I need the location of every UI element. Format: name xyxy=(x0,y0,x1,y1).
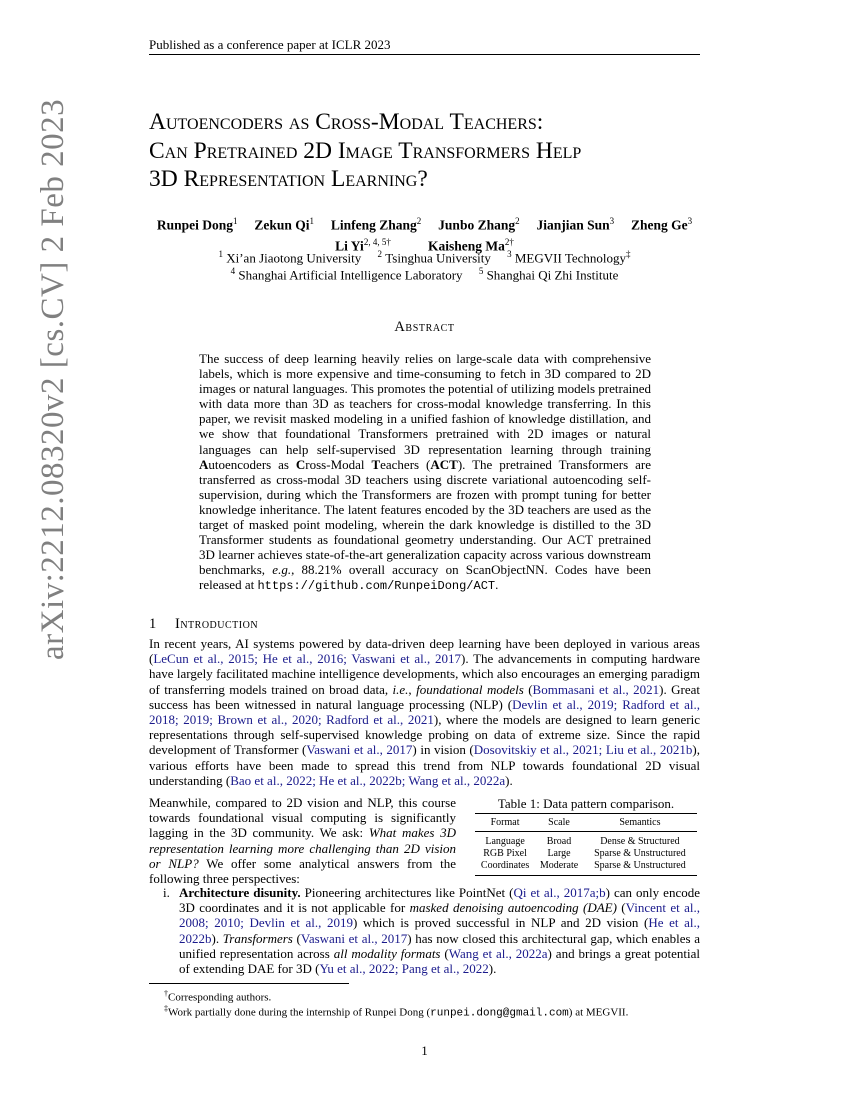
title-line-1: Autoencoders as Cross-Modal Teachers: xyxy=(149,109,544,135)
paragraph-text: ), where the models are designed to learn generic representations through self-supervised knowledge probing on data of extreme size. Since the rapid development of Transformer ( xyxy=(149,712,700,758)
citation-link[interactable]: Bommasani et al., 2021 xyxy=(532,681,660,697)
section-heading-introduction xyxy=(149,615,258,633)
affiliation-mark: 2 xyxy=(377,249,383,259)
author-name: Zekun Qi xyxy=(254,217,310,233)
table-cell: Large xyxy=(547,848,571,859)
author-row-1 xyxy=(149,213,700,234)
list-item-heading: Architecture disunity. xyxy=(179,885,301,900)
paragraph-text: In recent years, AI systems powered by data-driven deep learning have been deployed in various areas ( xyxy=(149,636,700,667)
code-url-link[interactable]: https://github.com/RunpeiDong/ACT xyxy=(257,579,496,594)
footnote-text: ) at MEGVII. xyxy=(568,1006,629,1019)
citation-link[interactable]: Vincent et al., 2008; 2010; Devlin et al., 2019 xyxy=(179,900,700,931)
conference-header: Published as a conference paper at ICLR 2023 xyxy=(149,36,700,55)
acronym-letter: C xyxy=(295,456,306,472)
paper-title xyxy=(149,108,709,194)
table-cell: Sparse & Unstructured xyxy=(594,848,686,859)
abstract-text: ross-Modal xyxy=(305,456,372,472)
acronym-letter: A xyxy=(199,456,209,472)
paragraph-text: ( xyxy=(440,945,449,961)
paragraph-text: We offer some analytical answers from the following three perspectives: xyxy=(149,855,456,887)
footnote-mark: † xyxy=(164,989,168,998)
table-caption: Table 1: Data pattern comparison. xyxy=(497,796,675,811)
author-affiliation-mark: 3 xyxy=(687,216,693,226)
author-affiliation-mark: 2† xyxy=(504,236,514,247)
author-name: Runpei Dong xyxy=(156,217,233,233)
table-cell: Moderate xyxy=(539,860,579,871)
paragraph-text: ). xyxy=(505,772,513,788)
paragraph-emphasis: Transformers xyxy=(222,930,293,946)
abstract-text: , 88.21% overall accuracy on ScanObjectNN. Codes have been released at xyxy=(199,562,651,593)
paragraph-text: ). Great success has been witnessed in natural language processing (NLP) ( xyxy=(149,681,701,712)
intro-paragraph-2 xyxy=(149,795,456,886)
table-cell: Broad xyxy=(546,836,572,847)
affiliation-mark: 1 xyxy=(218,249,223,259)
author-affiliation-mark: 2, 4, 5† xyxy=(363,236,391,247)
affiliation-mark: 5 xyxy=(478,266,484,276)
author-affiliation-mark: 1 xyxy=(232,216,238,226)
author-affiliation-mark: 2 xyxy=(515,216,520,226)
citation-link[interactable]: Qi et al., 2017a;b xyxy=(513,885,606,900)
paragraph-text: ( xyxy=(292,930,301,946)
research-question: What makes 3D representation learning more challenging than 2D vision or NLP? xyxy=(149,825,456,871)
abstract-eg: e.g. xyxy=(272,562,292,578)
abstract-heading: Abstract xyxy=(394,319,455,335)
footnote-internship xyxy=(164,1002,628,1021)
affiliations-line-2 xyxy=(149,263,700,283)
abstract-text: eachers ( xyxy=(380,456,431,472)
intro-paragraph-1 xyxy=(149,636,700,788)
author-name: Jianjian Sun xyxy=(536,217,610,233)
footnote-mark: ‡ xyxy=(164,1004,168,1013)
citation-link[interactable]: Bao et al., 2022; He et al., 2022b; Wang et al., 2022a xyxy=(230,772,506,788)
table-cell: Sparse & Unstructured xyxy=(594,860,686,871)
abstract-text: . xyxy=(495,577,499,593)
paragraph-text: ) can only encode 3D coordinates and it is not applicable for xyxy=(179,885,700,916)
paragraph-text: i.e. xyxy=(392,681,409,697)
affiliation-qi-zhi: Shanghai Qi Zhi Institute xyxy=(486,267,619,283)
author-name: Junbo Zhang xyxy=(438,217,516,233)
abstract-text: The success of deep learning heavily relies on large-scale data with comprehensive labels, which is more expensive and time-consuming to fetch in 3D compared to 2D images or natural languages. This promotes the potential of utilizing models pretrained with data more than 3D as teachers for cross-modal knowledge transferring. In this paper, we revisit masked modeling in a unified fashion of knowledge distillation, and we show that foundational Transformers pretrained with 2D images or natural languages can help self-supervised 3D representation learning through training xyxy=(199,351,651,457)
table-header-row xyxy=(475,814,697,832)
affiliation-shanghai-ai-lab: Shanghai Artificial Intelligence Laboratory xyxy=(238,267,463,283)
table-header-cell: Semantics xyxy=(583,814,697,832)
citation-link[interactable]: LeCun et al., 2015; He et al., 2016; Vaswani et al., 2017 xyxy=(153,651,461,667)
acronym-act: ACT xyxy=(430,456,458,472)
citation-link[interactable]: He et al., 2022b xyxy=(179,915,701,946)
paragraph-text: ). The advancements in computing hardware have largely facilitated machine intelligence developments, which also encourages an emerging paradigm of transferring models trained on broad data, xyxy=(149,651,701,697)
author-affiliation-mark: 2 xyxy=(416,216,422,226)
list-marker: i. xyxy=(163,885,170,900)
page-number: 1 xyxy=(421,1043,428,1058)
footnote-text: Work partially done during the internship of Runpei Dong ( xyxy=(168,1006,431,1019)
paragraph-emphasis: masked denoising autoencoding (DAE) xyxy=(409,900,617,916)
author-name: Zheng Ge xyxy=(631,217,688,233)
list-item-body xyxy=(179,885,700,976)
paragraph-text: ) in vision ( xyxy=(412,742,474,758)
title-line-3: 3D Representation Learning? xyxy=(149,166,428,192)
table-row xyxy=(475,860,697,875)
affiliation-mark: 4 xyxy=(230,266,236,276)
table-row xyxy=(475,848,697,860)
table-header-cell: Format xyxy=(475,814,535,832)
acronym-letter: T xyxy=(371,456,381,472)
author-affiliation-mark: 1 xyxy=(309,216,315,226)
paragraph-text: ) has now closed this architectural gap, which enables a unified representation across xyxy=(179,930,700,961)
paragraph-text: ( xyxy=(616,900,626,916)
paragraph-text: ) and brings a great potential of extending DAE for 3D ( xyxy=(179,945,700,977)
paragraph-emphasis: foundational models xyxy=(416,681,524,697)
footnote-text: Corresponding authors. xyxy=(168,991,272,1004)
citation-link[interactable]: Wang et al., 2022a xyxy=(448,945,548,961)
paragraph-text: ) which is proved successful in NLP and 2D vision ( xyxy=(352,915,649,931)
citation-link[interactable]: Devlin et al., 2019; Radford et al., 2018; 2019; Brown et al., 2020; Radford et al., 2021 xyxy=(149,696,701,728)
paragraph-text: Meanwhile, compared to 2D vision and NLP, this course towards foundational visual computing is significantly lagging in the 3D community. We ask: xyxy=(149,795,456,841)
title-line-2: Can Pretrained 2D Image Transformers Help xyxy=(149,137,582,164)
author-affiliation-mark: 3 xyxy=(609,216,615,226)
citation-link[interactable]: Vaswani et al., 2017 xyxy=(300,930,408,946)
email-link[interactable]: runpei.dong@gmail.com xyxy=(430,1007,569,1020)
paragraph-text: ), various efforts have been made to spread this trend from NLP towards foundational 2D visual understanding ( xyxy=(149,742,700,788)
affiliation-xjtu: Xi’an Jiaotong University xyxy=(226,250,362,266)
paragraph-text: ). xyxy=(211,930,223,946)
paragraph-text: , xyxy=(408,681,417,697)
affiliation-mark: 3 xyxy=(507,249,512,259)
abstract-text: ). The pretrained Transformers are transferred as cross-modal 3D teachers using discrete variational autoencoding self-supervision, during which the Transformers are frozen with prompt tuning for better knowledge inheritance. The latent features encoded by the 3D teachers are used as the target of masked point modeling, wherein the dark knowledge is distilled to the 3D Transformer students as foundational geometry understanding. Our ACT pretrained 3D learner achieves state-of-the-art generalization capacity across various downstream benchmarks, xyxy=(199,456,651,578)
paragraph-text: ( xyxy=(523,681,533,697)
author-name: Kaisheng Ma xyxy=(427,238,505,253)
author-name: Li Yi xyxy=(335,238,364,253)
table-cell: Coordinates xyxy=(480,860,530,871)
footnote-mark: ‡ xyxy=(626,249,631,259)
table-cell: Language xyxy=(485,836,525,847)
citation-link[interactable]: Dosovitskiy et al., 2021; Liu et al., 2021b xyxy=(473,742,693,758)
abstract-body xyxy=(199,351,651,595)
table-header-cell: Scale xyxy=(535,814,583,832)
author-name: Linfeng Zhang xyxy=(330,217,417,233)
affiliation-tsinghua: Tsinghua University xyxy=(385,250,491,266)
affiliation-megvii: MEGVII Technology xyxy=(514,250,627,266)
table-cell: Dense & Structured xyxy=(600,836,680,847)
data-pattern-table xyxy=(475,813,697,876)
footnote-rule xyxy=(149,983,349,984)
abstract-text: utoencoders as xyxy=(208,456,296,472)
table-cell: RGB Pixel xyxy=(483,848,527,859)
arxiv-stamp: arXiv:2212.08320v2 [cs.CV] 2 Feb 2023 xyxy=(35,98,71,660)
citation-link[interactable]: Yu et al., 2022; Pang et al., 2022 xyxy=(319,961,489,977)
citation-link[interactable]: Vaswani et al., 2017 xyxy=(306,742,413,758)
section-title: Introduction xyxy=(175,616,259,632)
paragraph-text: ). xyxy=(488,961,497,977)
table-row xyxy=(475,832,697,849)
paragraph-emphasis: all modality formats xyxy=(333,945,441,961)
section-number: 1 xyxy=(149,616,157,632)
paragraph-text: Pioneering architectures like PointNet ( xyxy=(300,885,514,900)
